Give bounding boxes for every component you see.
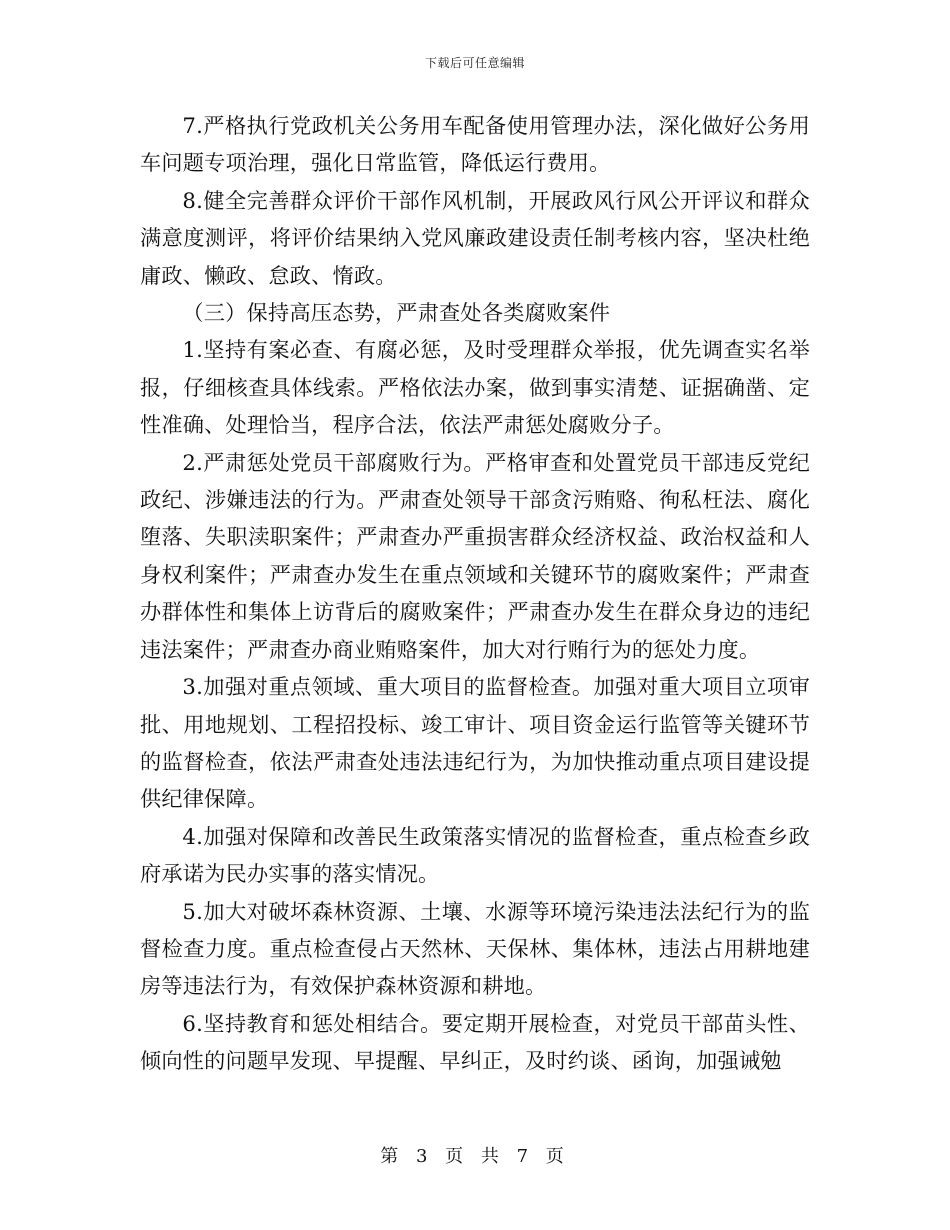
paragraph-item-1: 1.坚持有案必查、有腐必惩，及时受理群众举报，优先调查实名举报，仔细核查具体线索。严格依法办案，做到事实清楚、证据确凿、定性准确、处理恰当，程序合法，依法严肃惩处腐败分子。 xyxy=(140,337,810,438)
paragraph-item-7: 7.严格执行党政机关公务用车配备使用管理办法，深化做好公务用车问题专项治理，强化日常监管，降低运行费用。 xyxy=(140,113,810,176)
paragraph-item-5: 5.加大对破坏森林资源、土壤、水源等环境污染违法法纪行为的监督检查力度。重点检查侵占天然林、天保林、集体林，违法占用耕地建房等违法行为，有效保护森林资源和耕地。 xyxy=(140,898,810,999)
paragraph-item-6: 6.坚持教育和惩处相结合。要定期开展检查，对党员干部苗头性、倾向性的问题早发现、早提醒、早纠正，及时约谈、函询，加强诫勉 xyxy=(140,1010,810,1074)
paragraph-item-2: 2.严肃惩处党员干部腐败行为。严格审查和处置党员干部违反党纪政纪、涉嫌违法的行为。严肃查处领导干部贪污贿赂、徇私枉法、腐化堕落、失职渎职案件；严肃查办严重损害群众经济权益、政治权益和人身权利案件；严肃查办发生在重点领域和关键环节的腐败案件；严肃查办群体性和集体上访背后的腐败案件；严肃查办发生在群众身边的违纪违法案件；严肃查办商业贿赂案件，加大对行贿行为的惩处力度。 xyxy=(140,449,810,662)
document-body xyxy=(140,107,810,1080)
paragraph-item-8: 8.健全完善群众评价干部作风机制，开展政风行风公开评议和群众满意度测评，将评价结果纳入党风廉政建设责任制考核内容，坚决杜绝庸政、懒政、怠政、惰政。 xyxy=(140,187,810,288)
paragraph-item-3: 3.加强对重点领域、重大项目的监督检查。加强对重大项目立项审批、用地规划、工程招投标、竣工审计、项目资金运行监管等关键环节的监督检查，依法严肃查处违法违纪行为，为加快推动重点项目建设提供纪律保障。 xyxy=(140,674,810,812)
page-footer: 第 3 页 共 7 页 xyxy=(380,1146,570,1167)
page-header: 下载后可任意编辑 xyxy=(424,56,525,70)
section-heading-3: （三）保持高压态势，严肃查处各类腐败案件 xyxy=(182,300,611,326)
paragraph-item-4: 4.加强对保障和改善民生政策落实情况的监督检查，重点检查乡政府承诺为民办实事的落实情况。 xyxy=(140,823,810,887)
